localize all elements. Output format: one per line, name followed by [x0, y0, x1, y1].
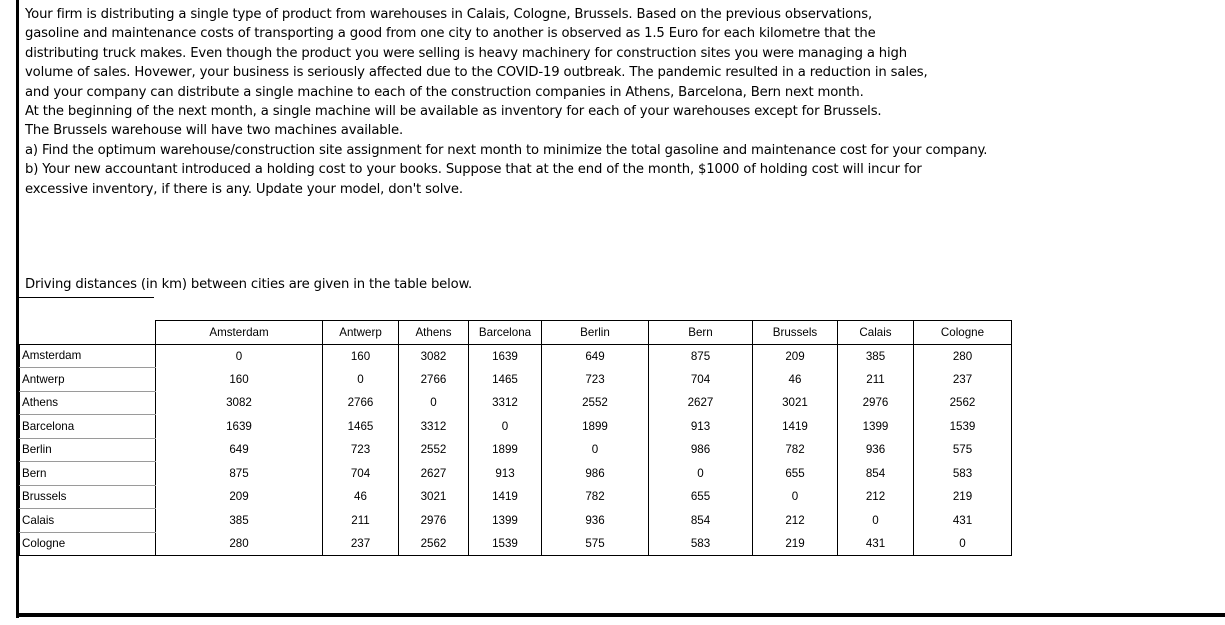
- table-cell: 913: [649, 415, 753, 439]
- problem-line: b) Your new accountant introduced a holding cost to your books. Suppose that at the end of the month, $1000 of holding cost will incur for: [25, 162, 922, 178]
- table-cell: 704: [649, 368, 753, 392]
- table-cell: 2552: [542, 391, 649, 415]
- table-cell: 2562: [914, 391, 1012, 415]
- table-cell: 854: [838, 462, 914, 486]
- table-cell: 2627: [649, 391, 753, 415]
- table-cell: 782: [753, 438, 838, 462]
- table-cell: 2766: [399, 368, 469, 392]
- row-label: Barcelona: [20, 415, 156, 439]
- table-cell: 1465: [323, 415, 399, 439]
- table-cell: 431: [914, 509, 1012, 533]
- table-cell: 209: [156, 485, 323, 509]
- table-cell: 0: [156, 344, 323, 368]
- table-cell: 875: [649, 344, 753, 368]
- table-caption: Driving distances (in km) between cities are given in the table below.: [25, 277, 473, 292]
- table-cell: 160: [156, 368, 323, 392]
- table-cell: 46: [323, 485, 399, 509]
- column-header: Barcelona: [469, 321, 542, 345]
- table-cell: 782: [542, 485, 649, 509]
- table-cell: 2976: [399, 509, 469, 533]
- table-cell: 3312: [469, 391, 542, 415]
- row-label: Berlin: [20, 438, 156, 462]
- table-cell: 1539: [469, 532, 542, 556]
- table-cell: 875: [156, 462, 323, 486]
- row-label: Bern: [20, 462, 156, 486]
- problem-line: At the beginning of the next month, a single machine will be available as inventory for each of your warehouses except for Brussels.: [25, 104, 882, 120]
- table-cell: 1899: [542, 415, 649, 439]
- row-label: Brussels: [20, 485, 156, 509]
- table-cell: 385: [838, 344, 914, 368]
- problem-line: a) Find the optimum warehouse/construction site assignment for next month to minimize the total gasoline and maintenance cost for your company.: [25, 142, 988, 158]
- table-cell: 583: [649, 532, 753, 556]
- table-cell: 1639: [469, 344, 542, 368]
- problem-line: and your company can distribute a single machine to each of the construction companies in Athens, Barcelona, Bern next month.: [25, 84, 864, 100]
- table-cell: 3082: [156, 391, 323, 415]
- column-header: Athens: [399, 321, 469, 345]
- column-header: Bern: [649, 321, 753, 345]
- table-cell: 1399: [469, 509, 542, 533]
- problem-line: gasoline and maintenance costs of transporting a good from one city to another is observed as 1.5 Euro for each kilometre that the: [25, 26, 876, 42]
- column-header: Berlin: [542, 321, 649, 345]
- table-cell: 0: [542, 438, 649, 462]
- problem-statement: [25, 5, 1215, 199]
- table-cell: 1465: [469, 368, 542, 392]
- table-cell: 0: [649, 462, 753, 486]
- table-cell: 0: [838, 509, 914, 533]
- table-row: [20, 532, 1012, 556]
- table-cell: 219: [914, 485, 1012, 509]
- table-cell: 2562: [399, 532, 469, 556]
- table-cell: 723: [542, 368, 649, 392]
- table-cell: 0: [399, 391, 469, 415]
- table-cell: 3312: [399, 415, 469, 439]
- table-cell: 655: [649, 485, 753, 509]
- table-cell: 1399: [838, 415, 914, 439]
- table-cell: 0: [914, 532, 1012, 556]
- problem-line: Your firm is distributing a single type of product from warehouses in Calais, Cologne, Brussels. Based on the previous observations,: [25, 7, 873, 22]
- table-cell: 280: [156, 532, 323, 556]
- table-cell: 2766: [323, 391, 399, 415]
- table-cell: 986: [542, 462, 649, 486]
- table-row: [20, 415, 1012, 439]
- row-label: Cologne: [20, 532, 156, 556]
- table-cell: 237: [914, 368, 1012, 392]
- table-cell: 704: [323, 462, 399, 486]
- table-cell: 46: [753, 368, 838, 392]
- header-row: [20, 321, 1012, 345]
- table-cell: 1419: [469, 485, 542, 509]
- table-cell: 936: [838, 438, 914, 462]
- table-cell: 649: [156, 438, 323, 462]
- table-cell: 583: [914, 462, 1012, 486]
- table-row: [20, 344, 1012, 368]
- table-cell: 723: [323, 438, 399, 462]
- table-row: [20, 462, 1012, 486]
- table-row: [20, 485, 1012, 509]
- table-cell: 3082: [399, 344, 469, 368]
- table-cell: 2627: [399, 462, 469, 486]
- table-row: [20, 438, 1012, 462]
- table-cell: 237: [323, 532, 399, 556]
- table-cell: 1539: [914, 415, 1012, 439]
- distance-table: [19, 320, 1012, 556]
- column-header: Calais: [838, 321, 914, 345]
- table-cell: 431: [838, 532, 914, 556]
- row-label: Amsterdam: [20, 344, 156, 368]
- problem-line: The Brussels warehouse will have two machines available.: [25, 123, 403, 139]
- table-cell: 936: [542, 509, 649, 533]
- table-cell: 986: [649, 438, 753, 462]
- table-row: [20, 391, 1012, 415]
- problem-line: excessive inventory, if there is any. Update your model, don't solve.: [25, 181, 463, 197]
- table-cell: 2552: [399, 438, 469, 462]
- table-cell: 854: [649, 509, 753, 533]
- column-header: Brussels: [753, 321, 838, 345]
- bottom-border: [16, 613, 1225, 617]
- table-cell: 219: [753, 532, 838, 556]
- table-cell: 3021: [753, 391, 838, 415]
- table-cell: 575: [914, 438, 1012, 462]
- table-cell: 575: [542, 532, 649, 556]
- table-cell: 280: [914, 344, 1012, 368]
- table-cell: 211: [323, 509, 399, 533]
- table-cell: 0: [469, 415, 542, 439]
- caption-underline: [19, 297, 154, 298]
- problem-line: distributing truck makes. Even though the product you were selling is heavy machinery for construction sites you were managing a high: [25, 45, 907, 61]
- table-row: [20, 368, 1012, 392]
- table-cell: 160: [323, 344, 399, 368]
- table-cell: 649: [542, 344, 649, 368]
- table-cell: 209: [753, 344, 838, 368]
- column-header: Amsterdam: [156, 321, 323, 345]
- table-cell: 211: [838, 368, 914, 392]
- corner-cell: [20, 321, 156, 345]
- table-cell: 0: [323, 368, 399, 392]
- table-cell: 913: [469, 462, 542, 486]
- table-cell: 1419: [753, 415, 838, 439]
- table-cell: 385: [156, 509, 323, 533]
- table-cell: 2976: [838, 391, 914, 415]
- table-cell: 212: [838, 485, 914, 509]
- table-row: [20, 509, 1012, 533]
- column-header: Antwerp: [323, 321, 399, 345]
- column-header: Cologne: [914, 321, 1012, 345]
- table-cell: 3021: [399, 485, 469, 509]
- table-cell: 1639: [156, 415, 323, 439]
- row-label: Athens: [20, 391, 156, 415]
- table-cell: 0: [753, 485, 838, 509]
- table-cell: 212: [753, 509, 838, 533]
- problem-line: volume of sales. Hovewer, your business is seriously affected due to the COVID-19 outbreak. The pandemic resulted in a reduction in sales,: [25, 65, 928, 81]
- row-label: Antwerp: [20, 368, 156, 392]
- table-cell: 655: [753, 462, 838, 486]
- row-label: Calais: [20, 509, 156, 533]
- table-cell: 1899: [469, 438, 542, 462]
